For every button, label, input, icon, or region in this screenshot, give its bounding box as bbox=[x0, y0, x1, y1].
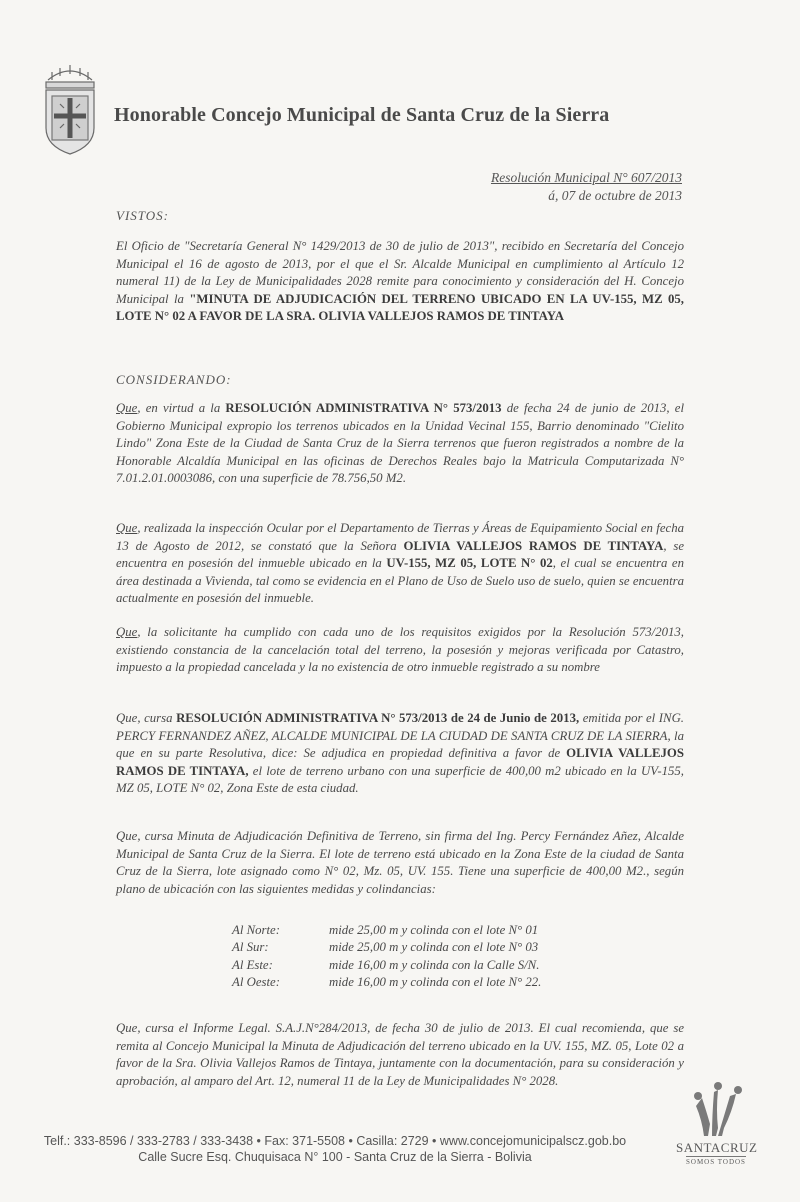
considerando-paragraph-6: Que, cursa el Informe Legal. S.A.J.N°284/2013, de fecha 30 de julio de 2013. El cual recomienda, que se remita al Concejo Municipal la Minuta de Adjudicación del terreno ubicado en la UV. 155, MZ. 05, Lote 02 a favor de la Sra. Olivia Vallejos Ramos de Tintaya, juntamente con la documentación, para su consideración y aprobación, al amparo del Art. 12, numeral 11 de la Ley de Municipalidades N° 2028. bbox=[116, 1021, 684, 1088]
vistos-heading: VISTOS: bbox=[116, 208, 169, 223]
logo-name: SANTACRUZ bbox=[676, 1140, 758, 1155]
boundary-row bbox=[232, 939, 541, 956]
considerando-paragraph-5: Que, cursa Minuta de Adjudicación Definitiva de Terreno, sin firma del Ing. Percy Fernández Añez, Alcalde Municipal de Santa Cruz de la Sierra. El lote de terreno está ubicado en la Zona Este de la ciudad de Santa Cruz de la Sierra, lote asignado como N° 02, Mz. 05, UV. 155. Tiene una superficie de 400,00 M2., según plano de ubicación con las siguientes medidas y colindancias: bbox=[116, 829, 684, 896]
p1-bold: RESOLUCIÓN ADMINISTRATIVA N° 573/2013 bbox=[225, 401, 502, 415]
boundary-label: Al Norte: bbox=[232, 923, 280, 937]
que-label: Que bbox=[116, 521, 138, 535]
p2-bold-name: OLIVIA VALLEJOS RAMOS DE TINTAYA bbox=[403, 538, 664, 553]
vistos-paragraph bbox=[116, 238, 684, 326]
p2-bold-lot: UV-155, MZ 05, LOTE N° 02 bbox=[386, 556, 553, 571]
boundary-value: mide 16,00 m y colinda con la Calle S/N. bbox=[329, 957, 540, 972]
boundary-row bbox=[232, 974, 541, 991]
vistos-bold-text: "MINUTA DE ADJUDICACIÓN DEL TERRENO UBICADO EN LA UV-155, MZ 05, LOTE N° 02 A FAVOR DE LA SRA. OLIVIA VALLEJOS RAMOS DE TINTAYA bbox=[116, 291, 684, 324]
vistos-text: El Oficio de "Secretaría General N° 1429/2013 de 30 de julio de 2013", recibido en Secretaría del Concejo Municipal el 16 de agosto de 2013, por el que el Sr. Alcalde Municipal en cumplimiento al Artículo 12 numeral 11) de la Ley de Municipalidades 2028 remite para conocimiento y consideración del H. Concejo Municipal la bbox=[116, 239, 684, 306]
boundary-value: mide 25,00 m y colinda con el lote N° 01 bbox=[329, 923, 539, 937]
p2-text-a: , realizada la inspección Ocular por el Departamento de Tierras y Áreas de Equipamiento Social en fecha 13 de Agosto de 2012, se constató que la Señora bbox=[116, 521, 684, 553]
p2-text-c: , el cual se encuentra en área destinada a Vivienda, tal como se evidencia en el Plano de Uso de Suelo uso de suelo, quien se encuentra actualmente en posesión del inmueble. bbox=[116, 556, 685, 606]
footer-contact: Telf.: 333-8596 / 333-2783 / 333-3438 • Fax: 371-5508 • Casilla: 2729 • www.concejomunicipalscz.gob.bo bbox=[43, 1134, 627, 1148]
resolution-date: á, 07 de octubre de 2013 bbox=[548, 188, 682, 203]
logo-tagline: SOMOS TODOS bbox=[686, 1158, 746, 1166]
resolution-number: Resolución Municipal N° 607/2013 bbox=[490, 170, 682, 185]
boundary-row bbox=[232, 922, 541, 939]
que-label: Que bbox=[116, 401, 138, 415]
boundary-row bbox=[232, 957, 541, 974]
p4-text-a: Que, cursa bbox=[116, 711, 177, 725]
p4-bold-name: OLIVIA VALLEJOS RAMOS DE TINTAYA, bbox=[116, 746, 684, 778]
p2-text-b: , se encuentra en posesión del inmueble ubicado en la bbox=[116, 538, 685, 571]
considerando-paragraph-3 bbox=[116, 624, 684, 677]
que-label: Que bbox=[116, 625, 138, 639]
p4-bold-resolution: RESOLUCIÓN ADMINISTRATIVA N° 573/2013 de 24 de Junio de 2013, bbox=[176, 711, 580, 725]
boundary-label: Al Sur: bbox=[232, 940, 269, 955]
boundary-label: Al Este: bbox=[232, 957, 273, 972]
boundaries-list bbox=[232, 922, 541, 992]
p1-text-b: de fecha 24 de junio de 2013, el Gobierno Municipal expropio los terrenos ubicados en la Unidad Vecinal 155, Barrio denominado "Cielito Lindo" Zona Este de la Ciudad de Santa Cruz de la Sierra terrenos que fueron registrados a nombre de la Honorable Alcaldía Municipal en las oficinas de Derechos Reales bajo la Matricula Computarizada N° 7.01.2.01.0003086, con una superficie de 78.756,50 M2. bbox=[116, 401, 684, 486]
footer-address: Calle Sucre Esq. Chuquisaca N° 100 - Santa Cruz de la Sierra - Bolivia bbox=[138, 1150, 532, 1164]
p4-text-b: emitida por el ING. PERCY FERNANDEZ AÑEZ, ALCALDE MUNICIPAL DE LA CIUDAD DE SANTA CRUZ DE LA SIERRA, la que en su parte Resolutiva, dice: Se adjudica en propiedad definitiva a favor de bbox=[116, 711, 685, 761]
considerando-paragraph-4 bbox=[116, 710, 684, 798]
considerando-paragraph-2 bbox=[116, 520, 684, 608]
boundary-value: mide 16,00 m y colinda con el lote N° 22. bbox=[329, 975, 542, 990]
considerando-paragraph-1 bbox=[116, 400, 684, 488]
boundary-label: Al Oeste: bbox=[232, 975, 280, 990]
organization-title: Honorable Concejo Municipal de Santa Cruz de la Sierra bbox=[114, 104, 610, 126]
p1-text-a: , en virtud a la bbox=[137, 401, 226, 415]
boundary-value: mide 25,00 m y colinda con el lote N° 03 bbox=[329, 940, 539, 955]
p3-text: , la solicitante ha cumplido con cada uno de los requisitos exigidos por la Resolución 573/2013, existiendo constancia de la cancelación total del terreno, la posesión y mejoras verificada por Catastro, impuesto a la propiedad cancelada y la no existencia de otro inmueble registrado a su nombre bbox=[116, 625, 684, 675]
p4-text-c: el lote de terreno urbano con una superficie de 400,00 m2 ubicado en la UV-155, MZ 05, LOTE N° 02, Zona Este de esta ciudad. bbox=[116, 763, 684, 796]
resolution-block bbox=[491, 170, 682, 204]
considerando-heading: CONSIDERANDO: bbox=[116, 372, 232, 387]
coat-of-arms-icon bbox=[38, 58, 102, 158]
